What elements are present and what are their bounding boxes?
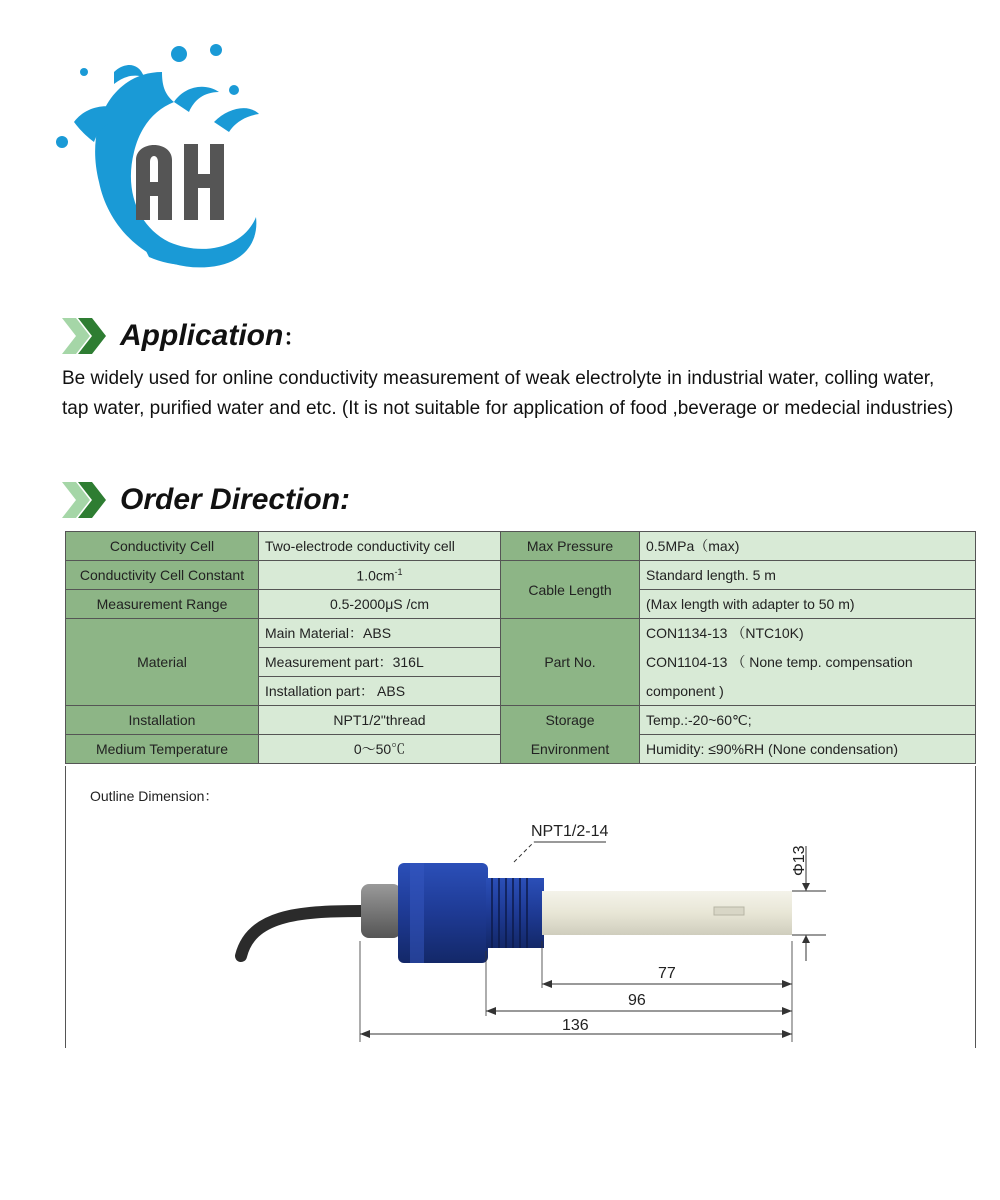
- thread-spec-label: NPT1/2-14: [531, 823, 609, 840]
- value-cell: Standard length. 5 m: [640, 561, 976, 590]
- value-cell: 0.5MPa（max): [640, 532, 976, 561]
- key-cell: Max Pressure: [501, 532, 640, 561]
- table-row: [66, 619, 976, 648]
- diameter-label: Φ13: [791, 845, 808, 876]
- thread-part: [486, 878, 544, 948]
- table-row: [66, 735, 976, 764]
- dim-136-label: 136: [562, 1017, 589, 1034]
- value-cell: Humidity: ≤90%RH (None condensation): [640, 735, 976, 764]
- key-cell: Storage: [501, 706, 640, 735]
- value-cell: [259, 561, 501, 590]
- value-cell: component ): [640, 677, 976, 706]
- dim-96-label: 96: [628, 992, 646, 1009]
- double-chevron-icon: [62, 482, 106, 518]
- value-cell: Two-electrode conductivity cell: [259, 532, 501, 561]
- key-cell: Conductivity Cell Constant: [66, 561, 259, 590]
- outline-dimension-panel: [65, 766, 976, 1048]
- double-chevron-icon: [62, 318, 106, 354]
- order-direction-title: Order Direction:: [120, 483, 351, 516]
- spec-table: [65, 531, 976, 764]
- table-row: [66, 532, 976, 561]
- application-description: Be widely used for online conductivity measurement of weak electrolyte in industrial water, colling water, tap water, purified water and etc. (It is not suitable for application of food ,beverage or medecial industries): [62, 368, 954, 419]
- value-cell: Installation part： ABS: [259, 677, 501, 706]
- key-cell: Conductivity Cell: [66, 532, 259, 561]
- value-cell: Measurement part：316L: [259, 648, 501, 677]
- key-cell: Measurement Range: [66, 590, 259, 619]
- value-cell: 0～50℃: [259, 735, 501, 764]
- company-logo: [44, 32, 264, 277]
- value-cell: CON1134-13 （NTC10K): [640, 619, 976, 648]
- electrode-tube: [542, 891, 792, 935]
- application-title: Application: [120, 319, 284, 352]
- value-cell: 0.5-2000μS /cm: [259, 590, 501, 619]
- key-cell: Part No.: [501, 619, 640, 706]
- table-row: [66, 561, 976, 590]
- value-cell: (Max length with adapter to 50 m): [640, 590, 976, 619]
- key-cell: Material: [66, 619, 259, 706]
- cell-constant-exponent: -1: [394, 566, 403, 577]
- order-direction-heading: [62, 482, 350, 518]
- key-cell: Cable Length: [501, 561, 640, 619]
- value-cell: Temp.:-20~60℃;: [640, 706, 976, 735]
- application-heading: [62, 318, 305, 354]
- cable-gland: [361, 884, 401, 938]
- key-cell: Installation: [66, 706, 259, 735]
- application-title-suffix: ：: [283, 324, 306, 350]
- value-cell: NPT1/2"thread: [259, 706, 501, 735]
- sensor-drawing: [66, 766, 975, 1048]
- dim-77-label: 77: [658, 965, 676, 982]
- value-cell: Main Material：ABS: [259, 619, 501, 648]
- key-cell: Medium Temperature: [66, 735, 259, 764]
- value-cell: CON1104-13 （ None temp. compensation: [640, 648, 976, 677]
- cell-constant-value: 1.0cm: [356, 567, 395, 584]
- outline-dimension-label: Outline Dimension：: [90, 788, 219, 804]
- key-cell: Environment: [501, 735, 640, 764]
- table-row: [66, 706, 976, 735]
- cable: [241, 911, 361, 956]
